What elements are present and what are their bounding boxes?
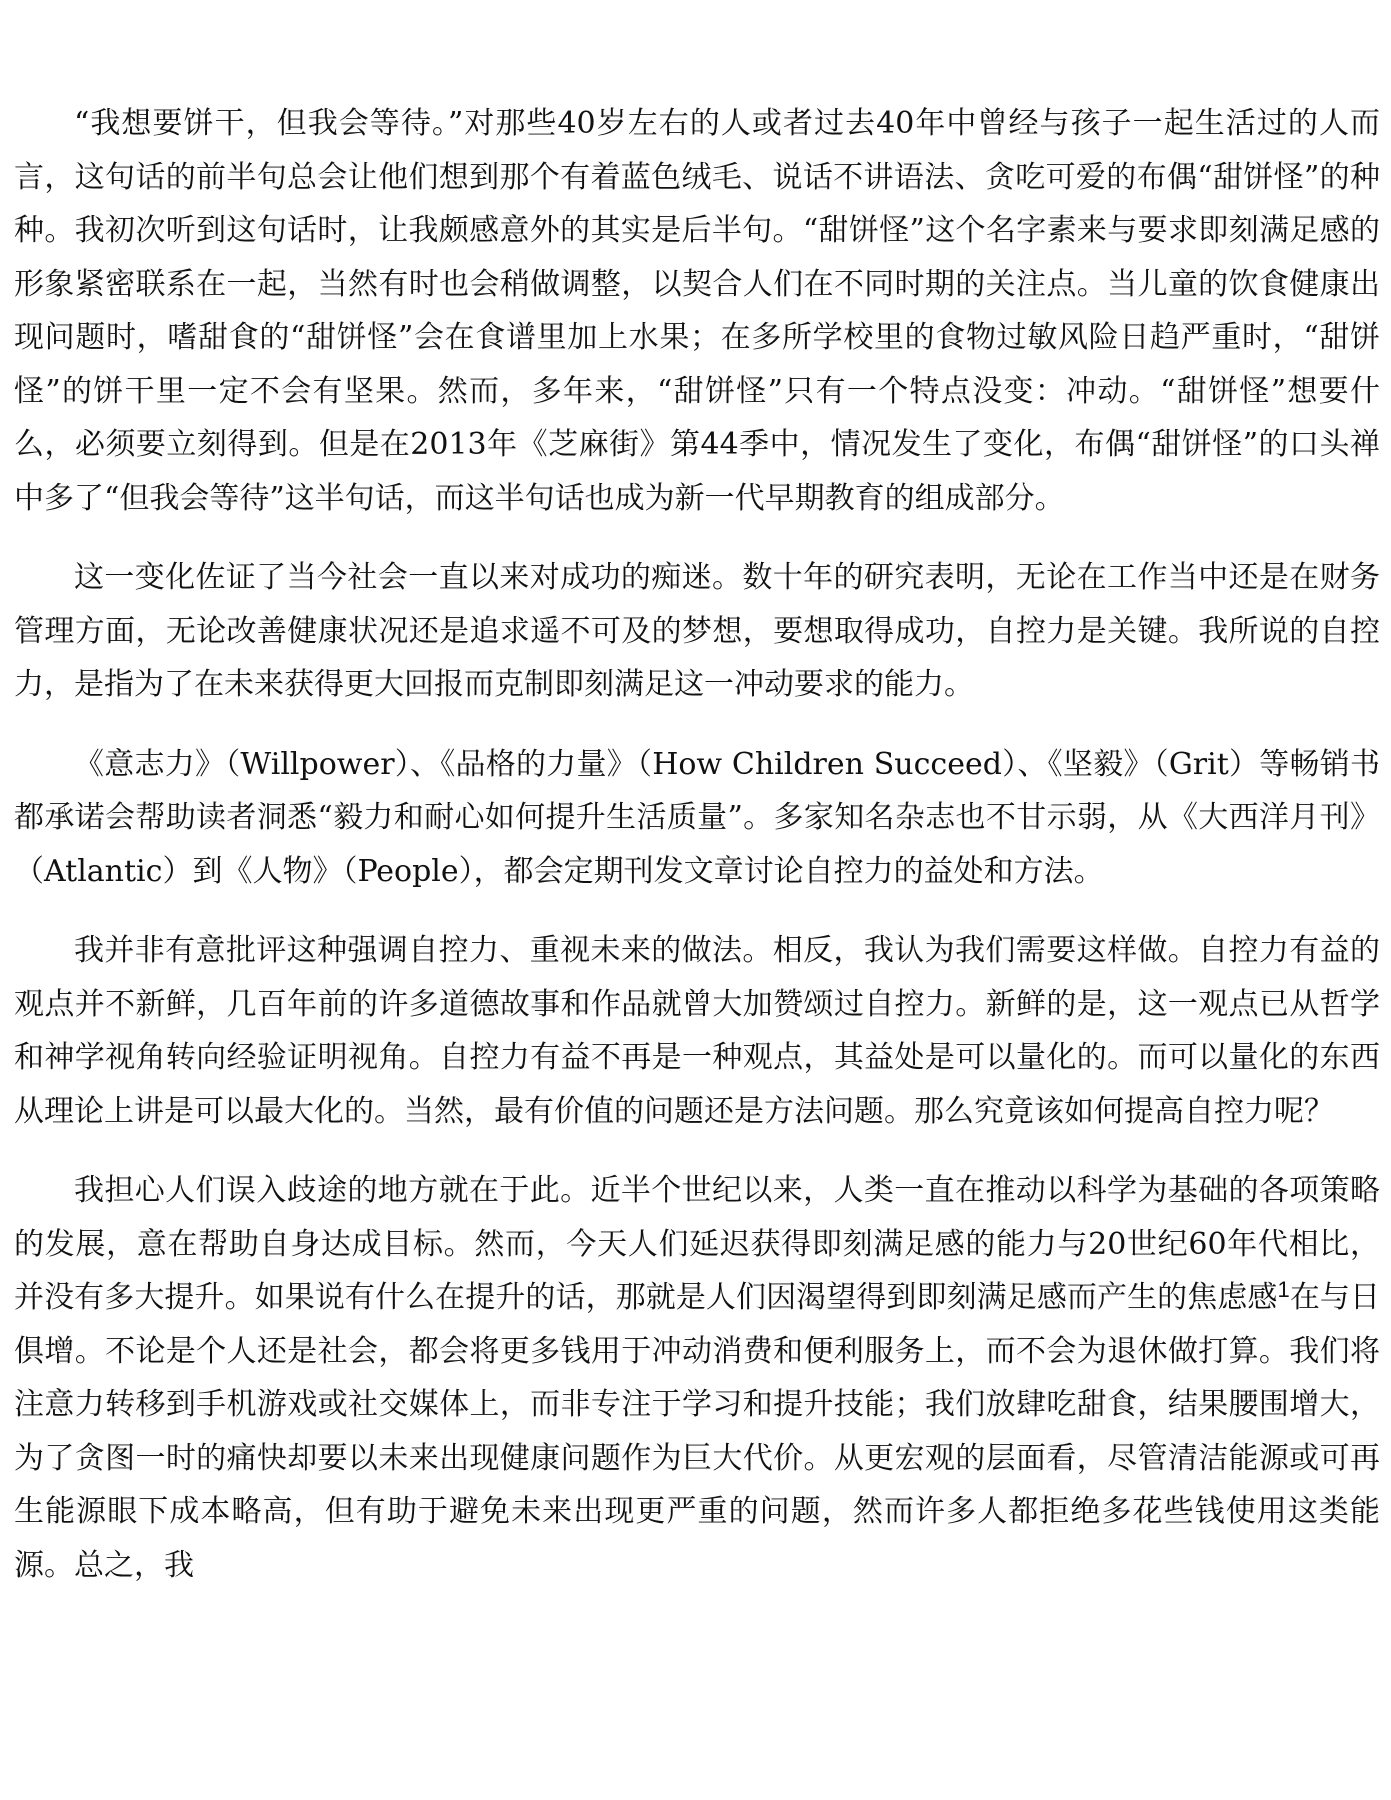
paragraph-wrong-path <box>14 1164 1380 1592</box>
paragraph-not-criticizing: 我并非有意批评这种强调自控力、重视未来的做法。相反，我认为我们需要这样做。自控力有益的观点并不新鲜，几百年前的许多道德故事和作品就曾大加赞颂过自控力。新鲜的是，这一观点已从哲学和神学视角转向经验证明视角。自控力有益不再是一种观点，其益处是可以量化的。而可以量化的东西从理论上讲是可以最大化的。当然，最有价值的问题还是方法问题。那么究竟该如何提高自控力呢？ <box>14 933 1380 1129</box>
paragraph-text-before-footnote: 我担心人们误入歧途的地方就在于此。近半个世纪以来，人类一直在推动以科学为基础的各项策略的发展，意在帮助自身达成目标。然而，今天人们延迟获得即刻满足感的能力与20世纪60年代相比，并没有多大提升。如果说有什么在提升的话，那就是人们因渴望得到即刻满足感而产生的焦虑感 <box>14 1173 1380 1315</box>
paragraph-cookie-monster: “我想要饼干，但我会等待。”对那些40岁左右的人或者过去40年中曾经与孩子一起生活过的人而言，这句话的前半句总会让他们想到那个有着蓝色绒毛、说话不讲语法、贪吃可爱的布偶“甜饼怪”的种种。我初次听到这句话时，让我颇感意外的其实是后半句。“甜饼怪”这个名字素来与要求即刻满足感的形象紧密联系在一起，当然有时也会稍做调整，以契合人们在不同时期的关注点。当儿童的饮食健康出现问题时，嗜甜食的“甜饼怪”会在食谱里加上水果；在多所学校里的食物过敏风险日趋严重时，“甜饼怪”的饼干里一定不会有坚果。然而，多年来，“甜饼怪”只有一个特点没变：冲动。“甜饼怪”想要什么，必须要立刻得到。但是在2013年《芝麻街》第44季中，情况发生了变化，布偶“甜饼怪”的口头禅中多了“但我会等待”这半句话，而这半句话也成为新一代早期教育的组成部分。 <box>14 106 1380 516</box>
footnote-marker[interactable]: 1 <box>1277 1277 1290 1302</box>
document-page <box>14 97 1380 1618</box>
paragraph-bestsellers: 《意志力》（Willpower）、《品格的力量》（How Children Succeed）、《坚毅》（Grit）等畅销书都承诺会帮助读者洞悉“毅力和耐心如何提升生活质量”。多家知名杂志也不甘示弱，从《大西洋月刊》（Atlantic）到《人物》（People），都会定期刊发文章讨论自控力的益处和方法。 <box>14 746 1380 889</box>
paragraph-self-control-definition: 这一变化佐证了当今社会一直以来对成功的痴迷。数十年的研究表明，无论在工作当中还是在财务管理方面，无论改善健康状况还是追求遥不可及的梦想，要想取得成功，自控力是关键。我所说的自控力，是指为了在未来获得更大回报而克制即刻满足这一冲动要求的能力。 <box>14 560 1380 702</box>
paragraph-text-after-footnote: 在与日俱增。不论是个人还是社会，都会将更多钱用于冲动消费和便利服务上，而不会为退休做打算。我们将注意力转移到手机游戏或社交媒体上，而非专注于学习和提升技能；我们放肆吃甜食，结果腰围增大，为了贪图一时的痛快却要以未来出现健康问题作为巨大代价。从更宏观的层面看，尽管清洁能源或可再生能源眼下成本略高，但有助于避免未来出现更严重的问题，然而许多人都拒绝多花些钱使用这类能源。总之，我 <box>14 1280 1381 1583</box>
